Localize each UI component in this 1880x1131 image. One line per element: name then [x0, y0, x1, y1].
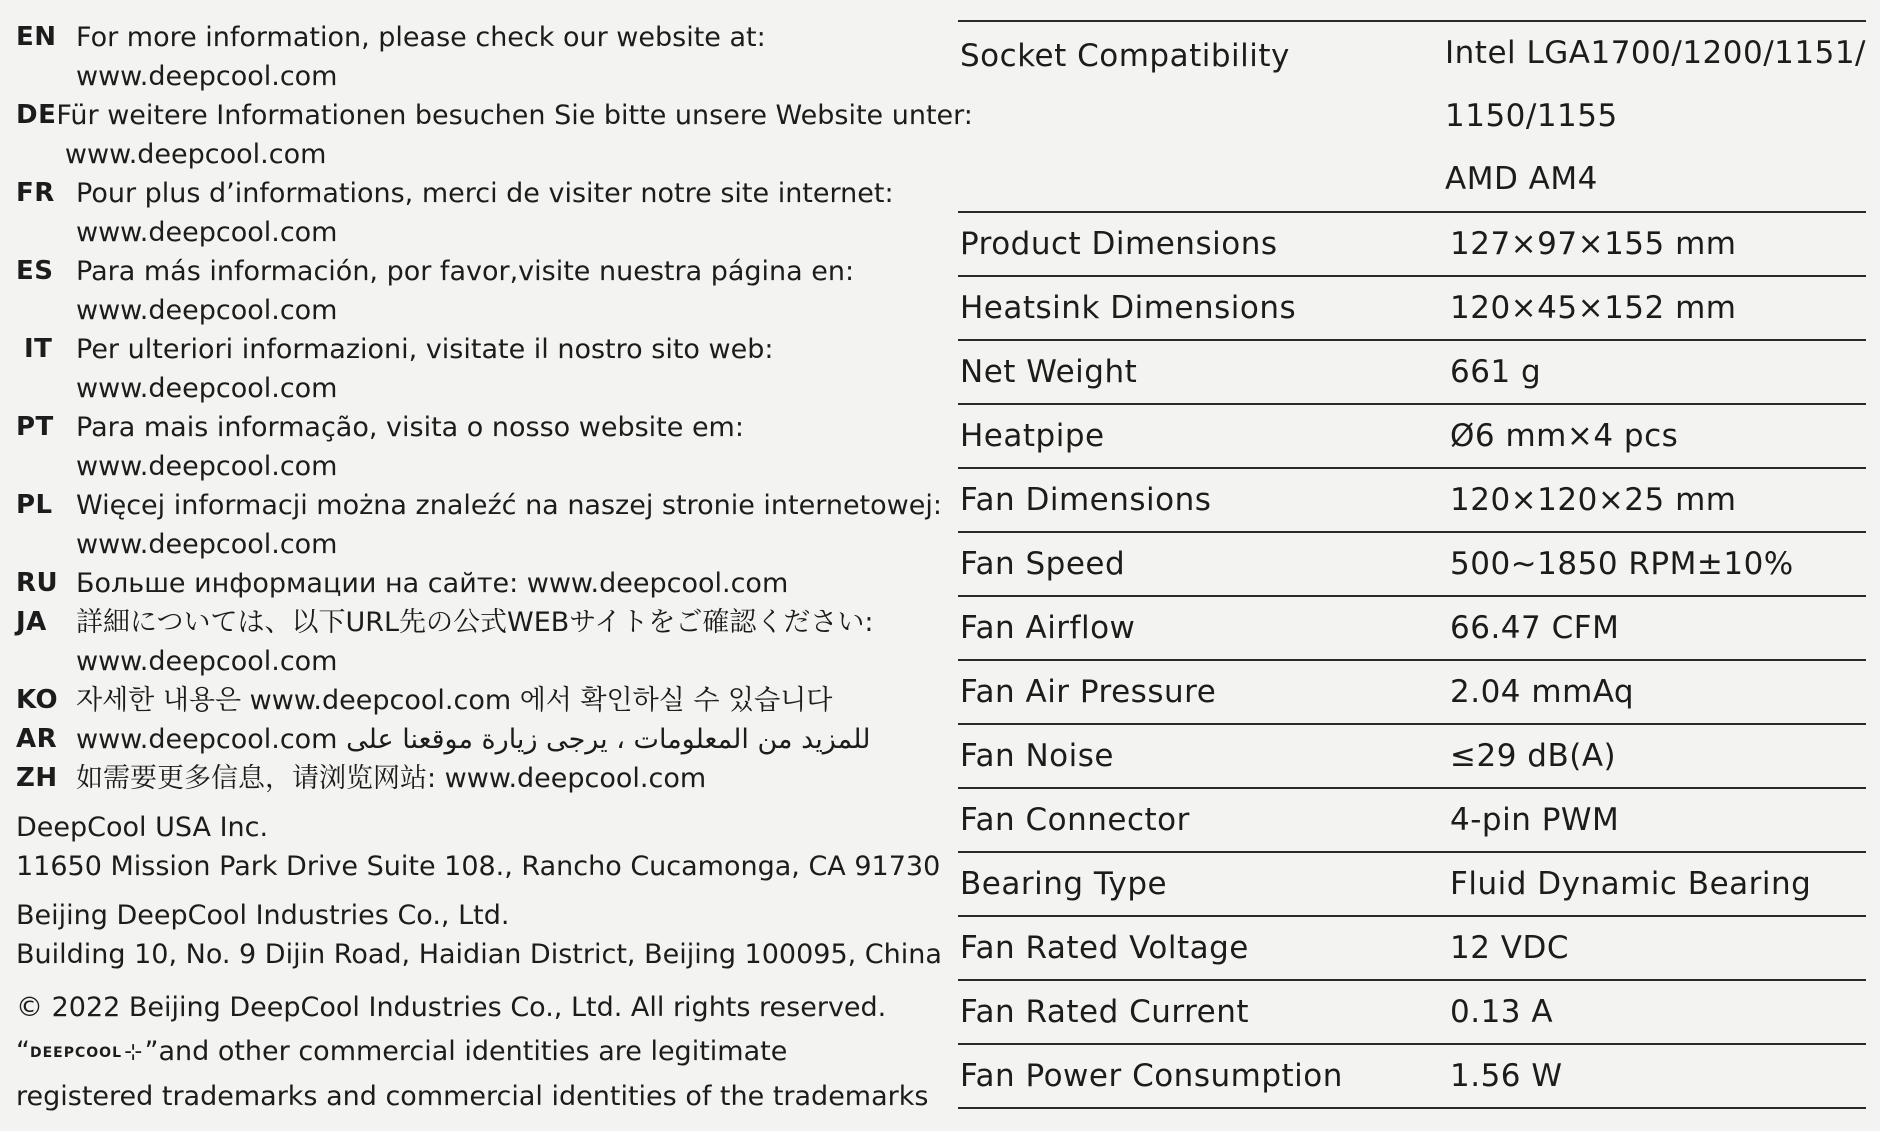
socket-line: AMD AM4: [1445, 161, 1598, 197]
lang-code: KO: [16, 685, 59, 715]
spec-value: 661 g: [1450, 354, 1542, 390]
spec-row: [958, 277, 1866, 341]
spec-row: [958, 341, 1866, 405]
website-url: www.deepcool.com: [56, 139, 327, 170]
lang-row-en: [16, 18, 946, 96]
lang-text: [76, 486, 942, 564]
lang-sentence: www.deepcool.com للمزيد من المعلومات ، يرجى زيارة موقعنا على: [76, 724, 871, 755]
spec-label: Fan Power Consumption: [960, 1058, 1343, 1094]
usa-company-name: DeepCool USA Inc.: [16, 812, 269, 843]
spec-value: Ø6 mm×4 pcs: [1450, 418, 1679, 454]
lang-code: FR: [16, 178, 55, 208]
lang-row-zh: [16, 759, 946, 798]
cn-company-name: Beijing DeepCool Industries Co., Ltd.: [16, 900, 510, 931]
lang-sentence: For more information, please check our website at:: [76, 22, 766, 53]
trademark-text: ”and other commercial identities are legitimate: [144, 1036, 788, 1067]
lang-sentence: Für weitere Informationen besuchen Sie bitte unsere Website unter:: [56, 100, 973, 131]
website-url: www.deepcool.com: [76, 217, 338, 248]
spec-row: [958, 213, 1866, 277]
spec-value: [1445, 6, 1866, 211]
lang-text: [76, 603, 874, 681]
lang-text: [76, 330, 773, 408]
socket-line: 1150/1155: [1445, 98, 1618, 134]
spec-value: 120×120×25 mm: [1450, 482, 1737, 518]
spec-row: [958, 789, 1866, 853]
lang-row-ru: [16, 564, 946, 603]
spec-value: Fluid Dynamic Bearing: [1450, 866, 1812, 902]
spec-row: [958, 469, 1866, 533]
lang-sentence: 詳細については、以下URL先の公式WEBサイトをご確認ください:: [76, 607, 874, 638]
lang-sentence: Больше информации на сайте: www.deepcool.com: [76, 568, 789, 599]
lang-code: PL: [16, 490, 53, 520]
spec-label: Fan Air Pressure: [960, 674, 1217, 710]
website-url: www.deepcool.com: [76, 451, 338, 482]
spec-label: Fan Speed: [960, 546, 1126, 582]
cn-address: Building 10, No. 9 Dijin Road, Haidian District, Beijing 100095, China: [16, 939, 942, 970]
spec-row: [958, 533, 1866, 597]
lang-text: [76, 252, 854, 330]
lang-sentence: Per ulteriori informazioni, visitate il nostro sito web:: [76, 334, 774, 365]
spec-value: 0.13 A: [1450, 994, 1554, 1030]
lang-code: DE: [16, 100, 57, 130]
spec-label: Fan Rated Voltage: [960, 930, 1249, 966]
spec-row: [958, 597, 1866, 661]
spec-row: [958, 405, 1866, 469]
spec-value: 12 VDC: [1450, 930, 1570, 966]
copyright-line: © 2022 Beijing DeepCool Industries Co., Ltd. All rights reserved.: [16, 992, 887, 1023]
lang-row-de: [16, 96, 973, 174]
info-column: [16, 18, 973, 1119]
usa-address: 11650 Mission Park Drive Suite 108., Rancho Cucamonga, CA 91730: [16, 851, 941, 882]
spec-row-socket: [958, 22, 1866, 213]
lang-sentence: 如需要更多信息，请浏览网站: www.deepcool.com: [76, 763, 707, 794]
website-url: www.deepcool.com: [76, 529, 338, 560]
spec-label: Fan Connector: [960, 802, 1190, 838]
spec-table: [958, 20, 1866, 1109]
spec-row: [958, 725, 1866, 789]
spec-row: [958, 853, 1866, 917]
lang-row-ja: [16, 603, 946, 681]
lang-code: AR: [16, 724, 58, 754]
lang-row-ar: [16, 720, 946, 759]
lang-code: ES: [16, 256, 54, 286]
spec-row: [958, 917, 1866, 981]
lang-row-ko: [16, 681, 946, 720]
spec-value: 66.47 CFM: [1450, 610, 1620, 646]
spec-value: 127×97×155 mm: [1450, 226, 1737, 262]
website-url: www.deepcool.com: [76, 61, 338, 92]
spec-label: Net Weight: [960, 354, 1138, 390]
spec-label: Bearing Type: [960, 866, 1168, 902]
lang-code: EN: [16, 22, 57, 52]
spec-label: Heatpipe: [960, 418, 1105, 454]
spec-value: 120×45×152 mm: [1450, 290, 1737, 326]
spec-value: ≤29 dB(A): [1450, 738, 1617, 774]
lang-text: [76, 174, 894, 252]
lang-row-es: [16, 252, 946, 330]
spec-row: [958, 661, 1866, 725]
website-url: www.deepcool.com: [76, 646, 338, 677]
lang-sentence: Para más información, por favor,visite nuestra página en:: [76, 256, 855, 287]
lang-row-pt: [16, 408, 946, 486]
website-url: www.deepcool.com: [76, 373, 338, 404]
website-url: www.deepcool.com: [76, 295, 338, 326]
lang-sentence: Para mais informação, visita o nosso website em:: [76, 412, 744, 443]
spec-label: Heatsink Dimensions: [960, 290, 1297, 326]
lang-code: JA: [16, 607, 47, 637]
lang-code: IT: [24, 334, 53, 364]
spec-value: 4-pin PWM: [1450, 802, 1620, 838]
trademark-line-2: registered trademarks and commercial identities of the trademarks: [16, 1080, 929, 1112]
spec-row: [958, 1045, 1866, 1109]
open-quote: “: [16, 1036, 30, 1067]
lang-text: [76, 18, 766, 96]
copyright-block: [16, 986, 946, 1119]
deepcool-logo: DEEPCOOL: [30, 1044, 123, 1061]
lang-code: RU: [16, 568, 59, 598]
spec-value: 2.04 mmAq: [1450, 674, 1635, 710]
lang-text: [56, 96, 973, 174]
lang-row-it: [16, 330, 946, 408]
spec-value: 1.56 W: [1450, 1058, 1563, 1094]
spec-label: Socket Compatibility: [960, 38, 1290, 74]
spec-label: Fan Airflow: [960, 610, 1136, 646]
spec-label: Fan Dimensions: [960, 482, 1212, 518]
spec-label: Fan Rated Current: [960, 994, 1250, 1030]
socket-line: Intel LGA1700/1200/1151/: [1445, 35, 1866, 71]
spec-row: [958, 981, 1866, 1045]
lang-row-pl: [16, 486, 946, 564]
usa-address-block: [16, 808, 946, 886]
deepcool-logo-icon: ⊹: [124, 1039, 143, 1065]
lang-sentence: Pour plus d’informations, merci de visiter notre site internet:: [76, 178, 894, 209]
trademark-line: [16, 1030, 946, 1075]
lang-row-fr: [16, 174, 946, 252]
spec-label: Product Dimensions: [960, 226, 1278, 262]
lang-code: ZH: [16, 763, 58, 793]
spec-value: 500~1850 RPM±10%: [1450, 546, 1794, 582]
lang-sentence: 자세한 내용은 www.deepcool.com 에서 확인하실 수 있습니다: [76, 685, 833, 716]
lang-code: PT: [16, 412, 54, 442]
lang-sentence: Więcej informacji można znaleźć na naszej stronie internetowej:: [76, 490, 942, 521]
spec-label: Fan Noise: [960, 738, 1114, 774]
cn-address-block: [16, 896, 946, 974]
lang-text: [76, 408, 744, 486]
